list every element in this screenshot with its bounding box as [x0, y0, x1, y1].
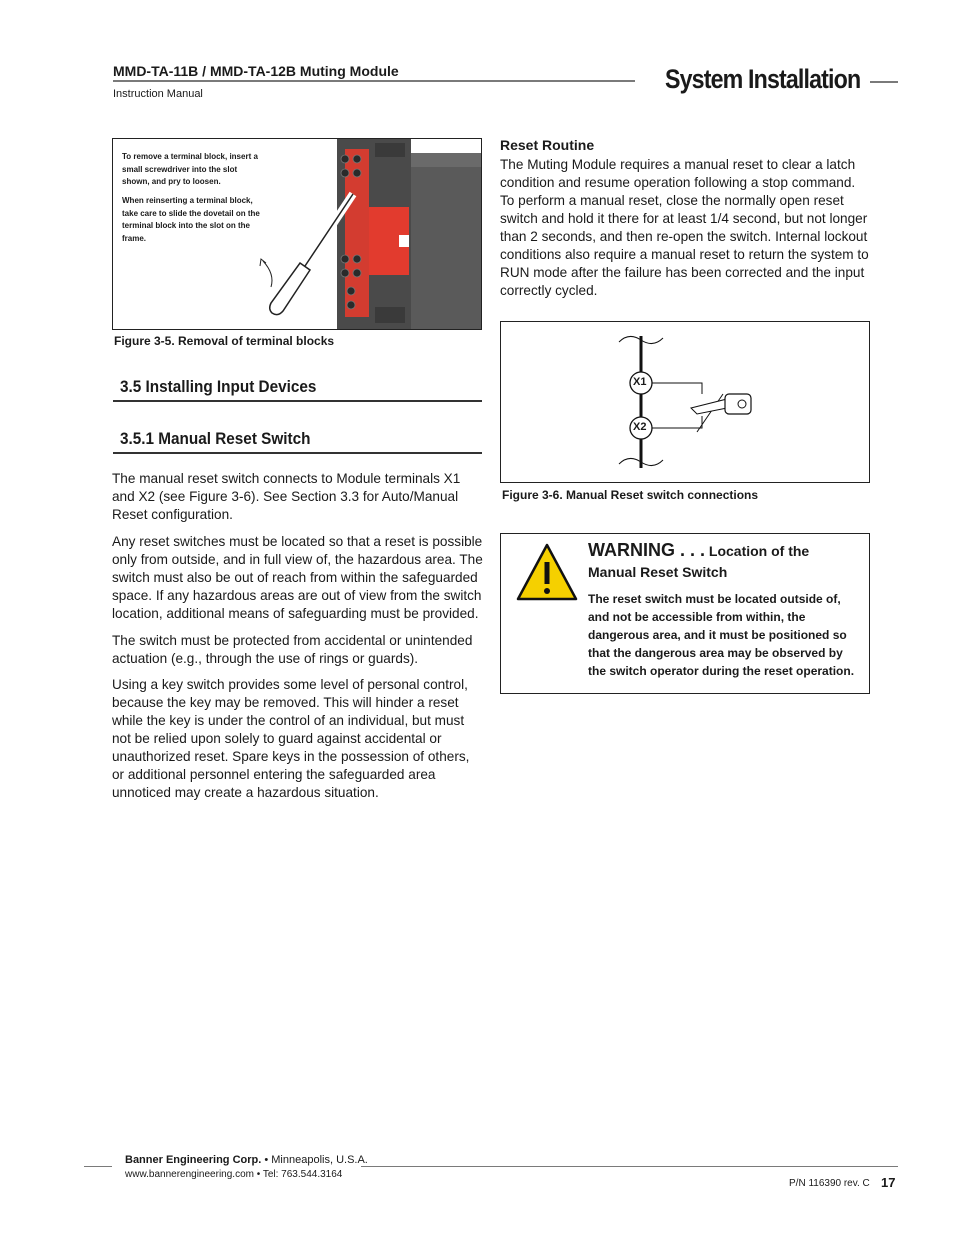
reset-routine-heading: Reset Routine	[500, 137, 595, 153]
header-rule-right	[870, 81, 898, 83]
figure-reset-switch-connections	[500, 321, 870, 483]
paragraph-key-switch: Using a key switch provides some level of personal control, because the key may be removed. This will hinder a reset while the key is under the control of an individual, but must not be relied upon solely to guard against accidental or unauthorized reset. Spare keys in the possession of others, or additional personnel entering the safeguarded area unnoticed may create a hazardous situation.	[112, 677, 470, 800]
warning-heading	[588, 540, 858, 583]
warning-title: WARNING . . .	[588, 540, 705, 560]
reset-routine-body: The Muting Module requires a manual reset to clear a latch condition and resume operation following a stop command. To perform a manual reset, close the normally open reset switch and hold it there for at least 1/4 second, but not longer than 2 seconds, and then re-open the switch. Internal lockout conditions also require a manual reset to return the system to RUN mode after the failure has been corrected and the input correctly cycled.	[500, 157, 869, 298]
part-number: P/N 116390 rev. C	[789, 1178, 870, 1189]
footer-rule	[361, 1166, 898, 1167]
footer-company	[125, 1154, 368, 1166]
heading-installing-input-devices: 3.5 Installing Input Devices	[120, 377, 317, 396]
figure-note-reinsert: When reinserting a terminal block, take care to slide the dovetail on the terminal block into the slot on the frame.	[122, 196, 260, 243]
page-number: 17	[881, 1175, 896, 1190]
warning-body-text: The reset switch must be located outside of, and not be accessible from within, the dangerous area, and it must be positioned so that the dangerous area may be observed by the switch operator during the reset operation.	[588, 592, 855, 678]
document-subtitle: Instruction Manual	[113, 88, 203, 100]
header-rule	[113, 80, 635, 82]
figure-3-5-caption: Figure 3-5. Removal of terminal blocks	[114, 334, 335, 348]
terminal-block-illustration	[113, 139, 481, 329]
terminal-x1-label: X1	[633, 376, 647, 388]
heading-rule	[113, 400, 482, 402]
document-title: MMD-TA-11B / MMD-TA-12B Muting Module	[113, 63, 399, 79]
section-title: System Installation	[665, 64, 861, 94]
footer-contact: www.bannerengineering.com • Tel: 763.544.3164	[125, 1169, 343, 1180]
heading-manual-reset-switch: 3.5.1 Manual Reset Switch	[120, 429, 311, 448]
warning-box	[500, 533, 870, 694]
figure-terminal-block-removal	[112, 138, 482, 330]
company-location: • Minneapolis, U.S.A.	[261, 1154, 368, 1166]
reset-wiring-diagram	[501, 322, 869, 482]
company-name: Banner Engineering Corp.	[125, 1154, 262, 1166]
terminal-x2-label: X2	[633, 421, 647, 433]
paragraph-switch-protection: The switch must be protected from accidental or unintended actuation (e.g., through the use of rings or guards).	[112, 633, 473, 666]
heading-rule	[113, 452, 482, 454]
figure-3-6-caption: Figure 3-6. Manual Reset switch connections	[502, 488, 759, 502]
warning-body	[516, 590, 856, 680]
warning-subtitle: Location of the Manual Reset Switch	[588, 543, 810, 580]
footer-rule-left	[84, 1166, 112, 1167]
figure-note-remove: To remove a terminal block, insert a small screwdriver into the slot shown, and pry to loosen.	[122, 152, 258, 186]
paragraph-terminal-connection: The manual reset switch connects to Module terminals X1 and X2 (see Figure 3-6). See Section 3.3 for Auto/Manual Reset configuration.	[112, 471, 461, 522]
paragraph-switch-location: Any reset switches must be located so that a reset is possible only from outside, and in full view of, the hazardous area. The switch must also be out of reach from within the safeguarded space. If any hazardous areas are out of view from the switch location, additional means of safeguarding must be provided.	[112, 534, 483, 621]
